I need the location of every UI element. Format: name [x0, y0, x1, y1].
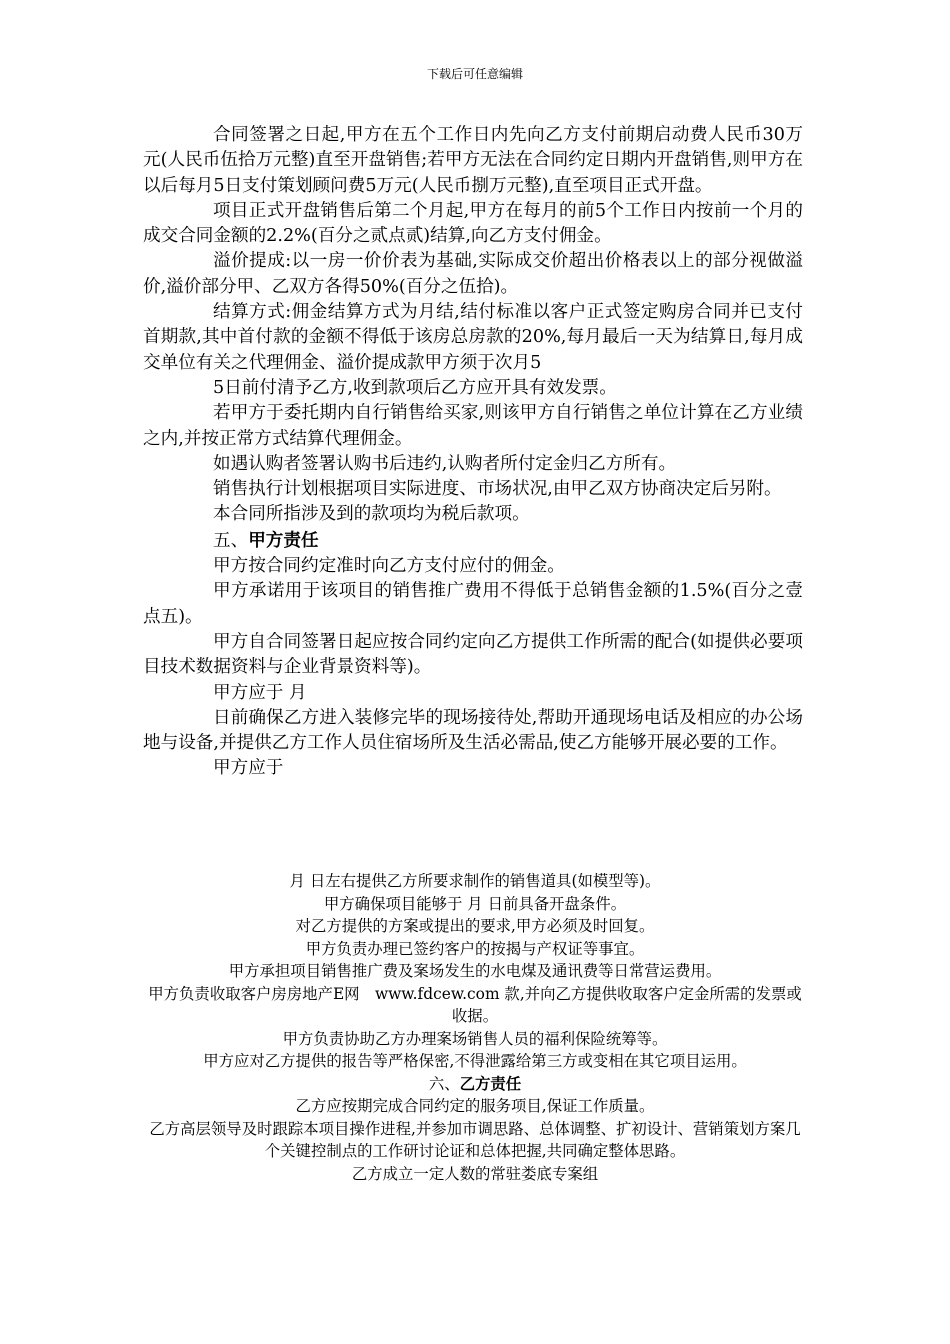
lower-line-7: 甲方负责协助乙方办理案场销售人员的福利保险统筹等。: [282, 1029, 668, 1048]
lower-line-1: 月 日左右提供乙方所要求制作的销售道具(如模型等)。: [289, 872, 661, 890]
section-6-number: 六、: [428, 1074, 460, 1093]
party-a-duty-1: 甲方按合同约定准时向乙方支付应付的佣金。: [213, 556, 565, 577]
section-5-heading: [143, 528, 803, 554]
lower-body: [143, 870, 807, 1185]
section-5-number: 五、: [213, 530, 249, 551]
party-b-duty-2: 乙方高层领导及时跟踪本项目操作进程,并参加市调思路、总体调整、扩初设计、营销策划方案几个关键控制点的工作研讨论证和总体把握,共同确定整体思路。: [149, 1119, 801, 1160]
party-a-duty-2: 甲方承诺用于该项目的销售推广费用不得低于总销售金额的1.5%(百分之壹点五)。: [143, 581, 803, 627]
party-b-duty-3: 乙方成立一定人数的常驻娄底专案组: [351, 1164, 599, 1183]
lower-line-8: 甲方应对乙方提供的报告等严格保密,不得泄露给第三方或变相在其它项目运用。: [203, 1052, 747, 1070]
lower-line-5: 甲方承担项目销售推广费及案场发生的水电煤及通讯费等日常营运费用。: [228, 962, 722, 980]
party-b-duty-1: 乙方应按期完成合同约定的服务项目,保证工作质量。: [295, 1097, 655, 1115]
party-a-duty-4: 甲方应于 月: [213, 682, 307, 703]
lower-line-4: 甲方负责办理已签约客户的按揭与产权证等事宜。: [305, 939, 645, 958]
section-5-title: 甲方责任: [248, 529, 319, 551]
upper-body: [143, 123, 803, 782]
lower-line-6: 甲方负责收取客户房房地产E网 www.fdcew.com 款,并向乙方提供收取客户定金所需的发票或收据。: [148, 984, 802, 1025]
lower-line-3: 对乙方提供的方案或提出的要求,甲方必须及时回复。: [295, 917, 655, 935]
page-header: 下载后可任意编辑: [426, 67, 523, 81]
paragraph-startup-fee: 合同签署之日起,甲方在五个工作日内先向乙方支付前期启动费人民币30万元(人民币伍拾万元整)直至开盘销售;若甲方无法在合同约定日期内开盘销售,则甲方在以后每月5日支付策划顾问费5万元(人民币捌万元整),直至项目正式开盘。: [143, 125, 803, 196]
paragraph-self-sale: 若甲方于委托期内自行销售给买家,则该甲方自行销售之单位计算在乙方业绩之内,并按正常方式结算代理佣金。: [143, 403, 803, 449]
section-6-heading: [143, 1073, 807, 1096]
paragraph-settlement: 结算方式:佣金结算方式为月结,结付标准以客户正式签定购房合同并已支付首期款,其中首付款的金额不得低于该房总房款的20%,每月最后一天为结算日,每月成交单位有关之代理佣金、溢价提成款甲方须于次月5: [143, 302, 803, 373]
paragraph-premium: 溢价提成:以一房一价价表为基础,实际成交价超出价格表以上的部分视做溢价,溢价部分甲、乙双方各得50%(百分之伍拾)。: [143, 251, 803, 297]
party-a-duty-5: 日前确保乙方进入装修完毕的现场接待处,帮助开通现场电话及相应的办公场地与设备,并提供乙方工作人员住宿场所及生活必需品,使乙方能够开展必要的工作。: [143, 707, 803, 754]
party-a-duty-6: 甲方应于: [213, 758, 284, 779]
paragraph-payment-date: 5日前付清予乙方,收到款项后乙方应开具有效发票。: [213, 377, 617, 398]
party-a-duty-3: 甲方自合同签署日起应按合同约定向乙方提供工作所需的配合(如提供必要项目技术数据资料与企业背景资料等)。: [143, 631, 803, 678]
lower-line-2: 甲方确保项目能够于 月 日前具备开盘条件。: [323, 894, 627, 913]
paragraph-tax: 本合同所指涉及到的款项均为税后款项。: [213, 504, 530, 525]
paragraph-plan: 销售执行计划根据项目实际进度、市场状况,由甲乙双方协商决定后另附。: [213, 479, 782, 500]
section-6-title: 乙方责任: [459, 1074, 522, 1093]
paragraph-default: 如遇认购者签署认购书后违约,认购者所付定金归乙方所有。: [213, 453, 677, 474]
paragraph-commission: 项目正式开盘销售后第二个月起,甲方在每月的前5个工作日内按前一个月的成交合同金额的2.2%(百分之贰点贰)结算,向乙方支付佣金。: [143, 200, 803, 247]
